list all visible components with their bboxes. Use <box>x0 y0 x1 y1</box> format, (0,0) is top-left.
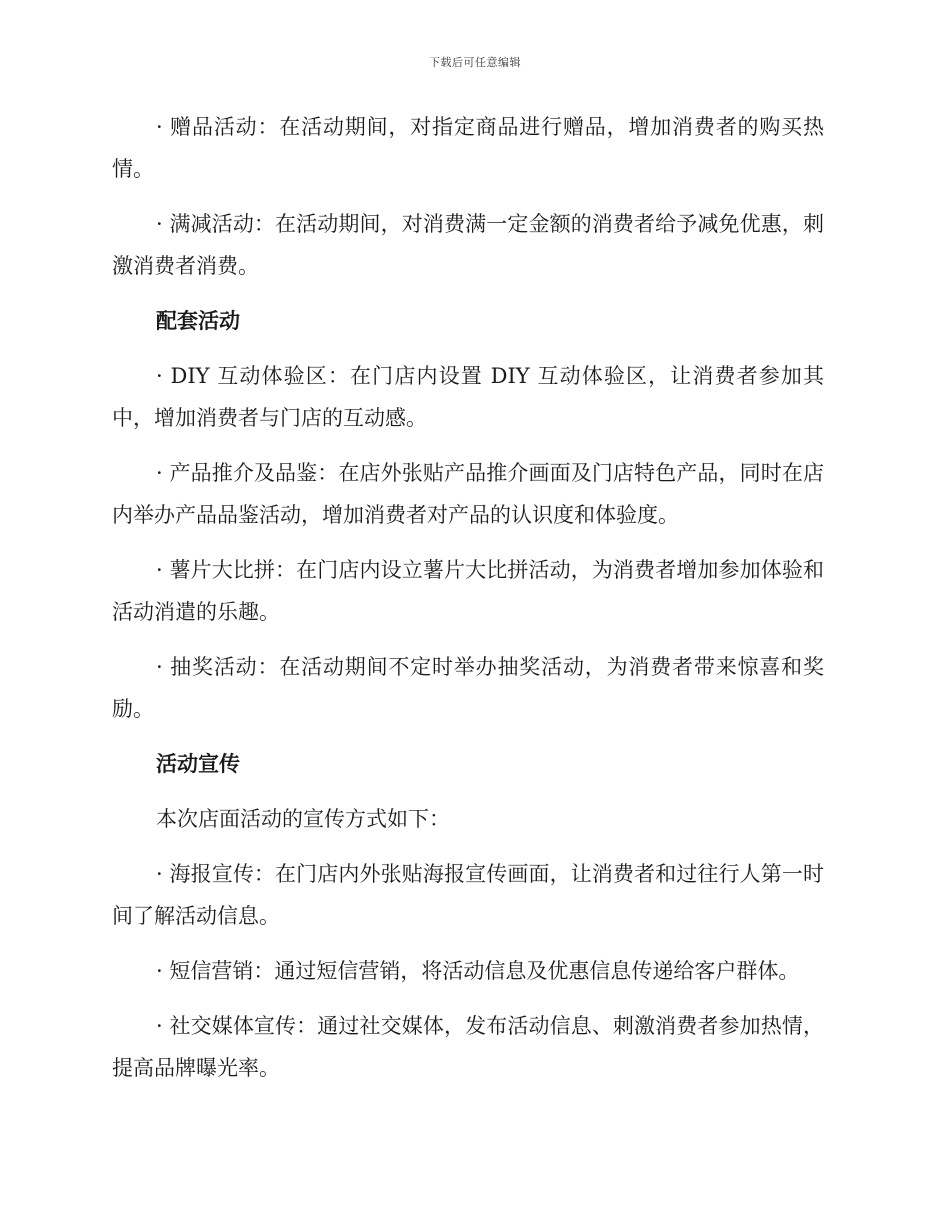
paragraph-diy-area: · DIY 互动体验区：在门店内设置 DIY 互动体验区，让消费者参加其中，增加消费者与门店的互动感。 <box>112 364 824 430</box>
paragraph-product-tasting: · 产品推介及品鉴：在店外张贴产品推介画面及门店特色产品，同时在店内举办产品品鉴活动，增加消费者对产品的认识度和体验度。 <box>112 461 824 527</box>
paragraph-discount-activity: · 满减活动：在活动期间，对消费满一定金额的消费者给予减免优惠，刺激消费者消费。 <box>112 212 824 278</box>
section-heading-promotion: 活动宣传 <box>156 751 240 776</box>
paragraph-gift-activity: · 赠品活动：在活动期间，对指定商品进行赠品，增加消费者的购买热情。 <box>112 115 824 181</box>
page-header: 下载后可任意编辑 <box>429 56 521 69</box>
section-heading-supporting-activities: 配套活动 <box>156 308 240 333</box>
paragraph-chips-contest: · 薯片大比拼：在门店内设立薯片大比拼活动，为消费者增加参加体验和活动消遣的乐趣。 <box>112 558 824 624</box>
paragraph-sms-marketing: · 短信营销：通过短信营销，将活动信息及优惠信息传递给客户群体。 <box>156 959 800 983</box>
paragraph-poster-promotion: · 海报宣传：在门店内外张贴海报宣传画面，让消费者和过往行人第一时间了解活动信息。 <box>112 862 824 928</box>
paragraph-social-media: · 社交媒体宣传：通过社交媒体，发布活动信息、刺激消费者参加热情，提高品牌曝光率。 <box>112 1014 824 1080</box>
paragraph-promotion-intro: 本次店面活动的宣传方式如下： <box>156 807 450 831</box>
paragraph-lottery: · 抽奖活动：在活动期间不定时举办抽奖活动，为消费者带来惊喜和奖励。 <box>112 655 824 721</box>
document-body <box>112 106 824 1102</box>
